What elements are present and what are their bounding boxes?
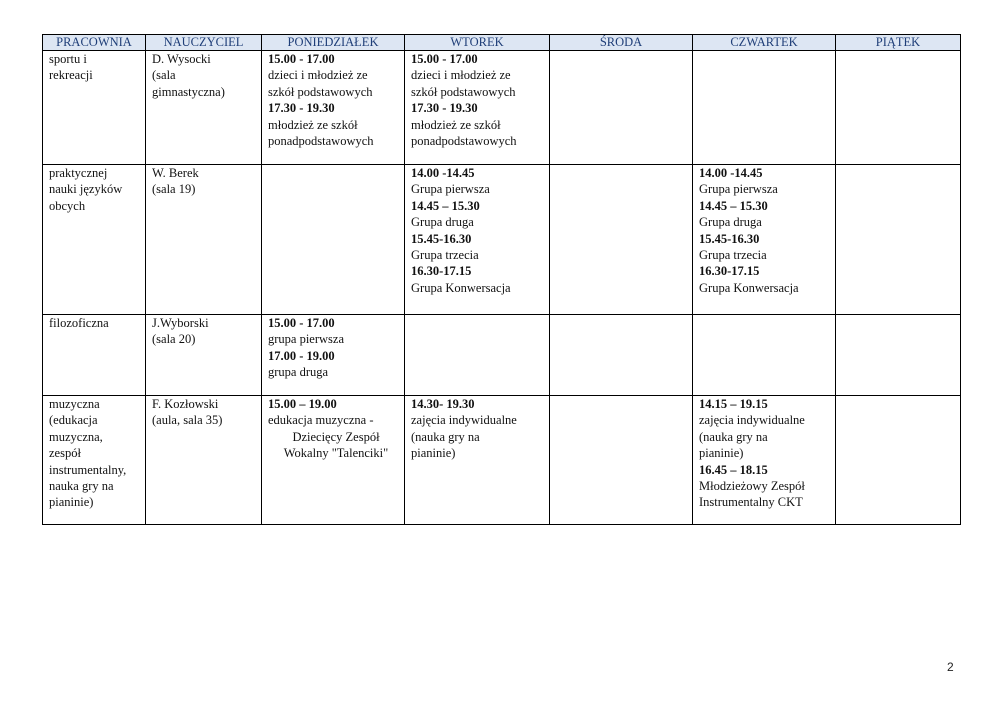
activity-description: (nauka gry na — [411, 429, 480, 444]
activity-description: Grupa Konwersacja — [699, 280, 799, 295]
time-range: 17.00 - 19.00 — [268, 348, 335, 363]
cell-nauczyciel — [146, 165, 262, 315]
cell-text-line: J.Wyborski — [152, 316, 209, 330]
time-range: 15.00 - 17.00 — [411, 52, 478, 66]
cell-sroda — [550, 396, 693, 525]
page-number: 2 — [947, 660, 954, 674]
time-range: 14.00 -14.45 — [699, 166, 763, 180]
cell-text-line: filozoficzna — [49, 316, 109, 330]
activity-description: zajęcia indywidualne — [699, 413, 805, 428]
time-range: 16.30-17.15 — [699, 264, 760, 279]
activity-description: Wokalny "Talenciki" — [283, 446, 389, 461]
activity-description: ponadpodstawowych — [411, 134, 517, 149]
cell-czwartek — [693, 315, 836, 396]
cell-pracownia — [43, 396, 146, 525]
time-range: 14.15 – 19.15 — [699, 397, 768, 411]
activity-description: ponadpodstawowych — [268, 134, 374, 149]
activity-description: zajęcia indywidualne — [411, 413, 517, 428]
header-poniedzialek: PONIEDZIAŁEK — [262, 35, 405, 51]
activity-description: Grupa pierwsza — [699, 182, 778, 197]
cell-piatek — [836, 165, 961, 315]
cell-text-line: nauki języków — [49, 182, 123, 197]
cell-poniedzialek — [262, 396, 405, 525]
cell-text-line: rekreacji — [49, 68, 93, 83]
time-range: 15.45-16.30 — [411, 231, 472, 246]
cell-piatek — [836, 396, 961, 525]
cell-sroda — [550, 165, 693, 315]
cell-piatek — [836, 51, 961, 165]
activity-description: Grupa trzecia — [699, 248, 767, 263]
cell-czwartek — [693, 165, 836, 315]
time-range: 16.30-17.15 — [411, 264, 472, 279]
cell-pracownia — [43, 315, 146, 396]
activity-description: pianinie) — [699, 446, 744, 461]
cell-text-line: (sala 20) — [152, 332, 196, 347]
activity-description: młodzież ze szkół — [411, 117, 501, 132]
activity-description: Instrumentalny CKT — [699, 495, 803, 510]
time-range: 14.00 -14.45 — [411, 166, 475, 180]
cell-wtorek — [405, 165, 550, 315]
table-row — [43, 51, 961, 165]
header-piatek: PIĄTEK — [836, 35, 961, 51]
activity-description: dzieci i młodzież ze — [411, 68, 511, 83]
time-range: 14.45 – 15.30 — [411, 198, 480, 213]
activity-description: Grupa druga — [411, 215, 474, 230]
cell-text-line: muzyczna — [49, 397, 100, 411]
header-sroda: ŚRODA — [550, 35, 693, 51]
time-range: 14.30- 19.30 — [411, 397, 475, 411]
cell-sroda — [550, 315, 693, 396]
cell-text-line: (sala — [152, 68, 176, 83]
cell-wtorek — [405, 315, 550, 396]
activity-description: Grupa Konwersacja — [411, 280, 511, 295]
cell-text-line: (sala 19) — [152, 182, 196, 197]
time-range: 14.45 – 15.30 — [699, 198, 768, 213]
activity-description: Młodzieżowy Zespół — [699, 479, 805, 494]
activity-description: edukacja muzyczna - — [268, 413, 374, 428]
cell-pracownia — [43, 51, 146, 165]
cell-text-line: sportu i — [49, 52, 87, 66]
activity-description: pianinie) — [411, 446, 456, 461]
cell-text-line: (aula, sala 35) — [152, 413, 223, 428]
cell-czwartek — [693, 396, 836, 525]
time-range: 17.30 - 19.30 — [268, 101, 335, 116]
cell-nauczyciel — [146, 315, 262, 396]
cell-text-line: (edukacja — [49, 413, 98, 428]
activity-description: dzieci i młodzież ze — [268, 68, 368, 83]
table-row — [43, 165, 961, 315]
time-range: 15.45-16.30 — [699, 231, 760, 246]
cell-poniedzialek — [262, 165, 405, 315]
time-range: 15.00 - 17.00 — [268, 52, 335, 66]
header-row — [43, 35, 961, 51]
activity-description: Grupa druga — [699, 215, 762, 230]
cell-nauczyciel — [146, 51, 262, 165]
schedule-table — [42, 34, 961, 525]
time-range: 17.30 - 19.30 — [411, 101, 478, 116]
time-range: 15.00 - 17.00 — [268, 316, 335, 330]
cell-text-line: pianinie) — [49, 495, 94, 510]
cell-pracownia — [43, 165, 146, 315]
cell-text-line: gimnastyczna) — [152, 84, 225, 99]
cell-czwartek — [693, 51, 836, 165]
time-range: 15.00 – 19.00 — [268, 397, 337, 411]
header-czwartek: CZWARTEK — [693, 35, 836, 51]
cell-wtorek — [405, 51, 550, 165]
header-pracownia: PRACOWNIA — [43, 35, 146, 51]
cell-poniedzialek — [262, 315, 405, 396]
time-range: 16.45 – 18.15 — [699, 462, 768, 477]
cell-text-line: muzyczna, — [49, 429, 103, 444]
activity-description: grupa pierwsza — [268, 332, 345, 347]
cell-nauczyciel — [146, 396, 262, 525]
cell-text-line: zespół — [49, 446, 81, 461]
activity-description: szkół podstawowych — [268, 84, 373, 99]
cell-text-line: obcych — [49, 198, 86, 213]
activity-description: młodzież ze szkół — [268, 117, 358, 132]
activity-description: Dziecięcy Zespół — [292, 429, 380, 444]
table-row — [43, 396, 961, 525]
cell-text-line: D. Wysocki — [152, 52, 211, 66]
activity-description: szkół podstawowych — [411, 84, 516, 99]
activity-description: Grupa pierwsza — [411, 182, 490, 197]
cell-text-line: F. Kozłowski — [152, 397, 219, 411]
cell-text-line: praktycznej — [49, 166, 108, 180]
cell-text-line: instrumentalny, — [49, 462, 127, 477]
activity-description: (nauka gry na — [699, 429, 768, 444]
cell-poniedzialek — [262, 51, 405, 165]
cell-wtorek — [405, 396, 550, 525]
header-nauczyciel: NAUCZYCIEL — [146, 35, 262, 51]
cell-sroda — [550, 51, 693, 165]
header-wtorek: WTOREK — [405, 35, 550, 51]
table-row — [43, 315, 961, 396]
cell-text-line: nauka gry na — [49, 479, 114, 494]
activity-description: Grupa trzecia — [411, 248, 479, 263]
activity-description: grupa druga — [268, 365, 329, 380]
cell-piatek — [836, 315, 961, 396]
cell-text-line: W. Berek — [152, 166, 199, 180]
